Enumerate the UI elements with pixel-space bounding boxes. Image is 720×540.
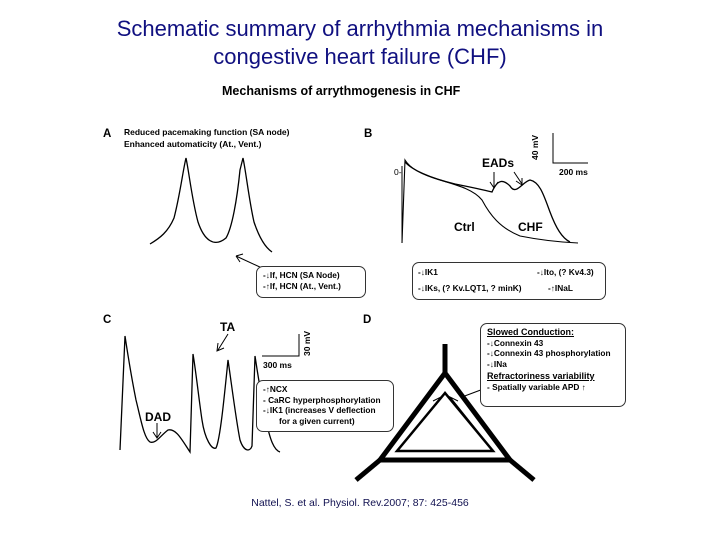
panel-b-eads-label: EADs xyxy=(482,156,515,170)
panel-b-scale-bar xyxy=(553,133,588,163)
panel-b-box-left1: -↓IK1 xyxy=(418,267,438,277)
slide-title-line1: Schematic summary of arrhythmia mechanisms in xyxy=(116,16,604,41)
panel-b-box xyxy=(412,262,606,300)
panel-b-ead-arrow-1 xyxy=(490,172,498,188)
panel-c-box-line4: for a given current) xyxy=(279,415,355,426)
panel-c-scale-bar xyxy=(262,334,299,356)
panel-b-ctrl-label: Ctrl xyxy=(454,220,475,234)
panel-d-box-head2: Refractoriness variability xyxy=(487,371,595,381)
figure-title: Mechanisms of arrythmogenesis in CHF xyxy=(222,84,461,98)
panel-d-box xyxy=(480,323,626,407)
panel-b-chf-trace xyxy=(405,162,570,242)
slide-title-line2: congestive heart failure (CHF) xyxy=(213,44,507,69)
panel-b-box-left2: -↓IKs, (? Kv.LQT1, ? minK) xyxy=(418,283,522,293)
panel-b-letter: B xyxy=(364,128,373,140)
panel-a-caption-2: Enhanced automaticity (At., Vent.) xyxy=(124,139,262,149)
panel-b-ead-arrow-2 xyxy=(514,172,522,185)
panel-c-letter: C xyxy=(103,314,112,326)
panel-a-caption-1: Reduced pacemaking function (SA node) xyxy=(124,127,290,137)
panel-c-ta-label: TA xyxy=(220,320,236,334)
panel-a-arrow xyxy=(236,254,262,268)
panel-b-scale-t: 200 ms xyxy=(559,167,588,177)
panel-c-box xyxy=(256,380,394,432)
panel-c-scale-v: 30 mV xyxy=(302,330,312,356)
panel-c-box-line1: -↑NCX xyxy=(263,384,288,394)
panel-a-box xyxy=(256,266,366,298)
panel-d-box-head1: Slowed Conduction: xyxy=(487,327,574,337)
panel-b-box-right1: -↓Ito, (? Kv4.3) xyxy=(537,267,594,277)
panel-b-chf-label: CHF xyxy=(518,220,543,234)
panel-d-box-line3: -↓INa xyxy=(487,358,507,369)
panel-c-dad-arrow xyxy=(153,423,161,438)
citation: Nattel, S. et al. Physiol. Rev.2007; 87: 425-456 xyxy=(251,497,469,509)
panel-b-ctrl-trace xyxy=(402,160,578,243)
panel-a-trace xyxy=(150,158,272,252)
panel-c-box-line2: - CaRC hyperphosphorylation xyxy=(263,394,381,405)
panel-b-box-right2: -↑INaL xyxy=(548,283,573,293)
panel-d-box-line4: - Spatially variable APD ↑ xyxy=(487,381,586,392)
panel-c-dad-label: DAD xyxy=(145,410,171,424)
panel-d-box-line1: -↓Connexin 43 xyxy=(487,337,544,348)
panel-b-zero-label: 0- xyxy=(394,167,402,177)
panel-d-box-line2: -↓Connexin 43 phosphorylation xyxy=(487,348,611,358)
panel-c-scale-t: 300 ms xyxy=(263,360,292,370)
panel-b-scale-v: 40 mV xyxy=(530,134,540,160)
panel-a-box-line2: -↑If, HCN (At., Vent.) xyxy=(263,280,341,291)
panel-a-box-line1: -↓If, HCN (SA Node) xyxy=(263,270,340,280)
panel-d-letter: D xyxy=(363,314,372,326)
panel-c-box-line3: -↓IK1 (increases V deflection xyxy=(263,405,376,415)
panel-c-ta-arrow xyxy=(217,334,228,351)
panel-a-letter: A xyxy=(103,128,112,140)
